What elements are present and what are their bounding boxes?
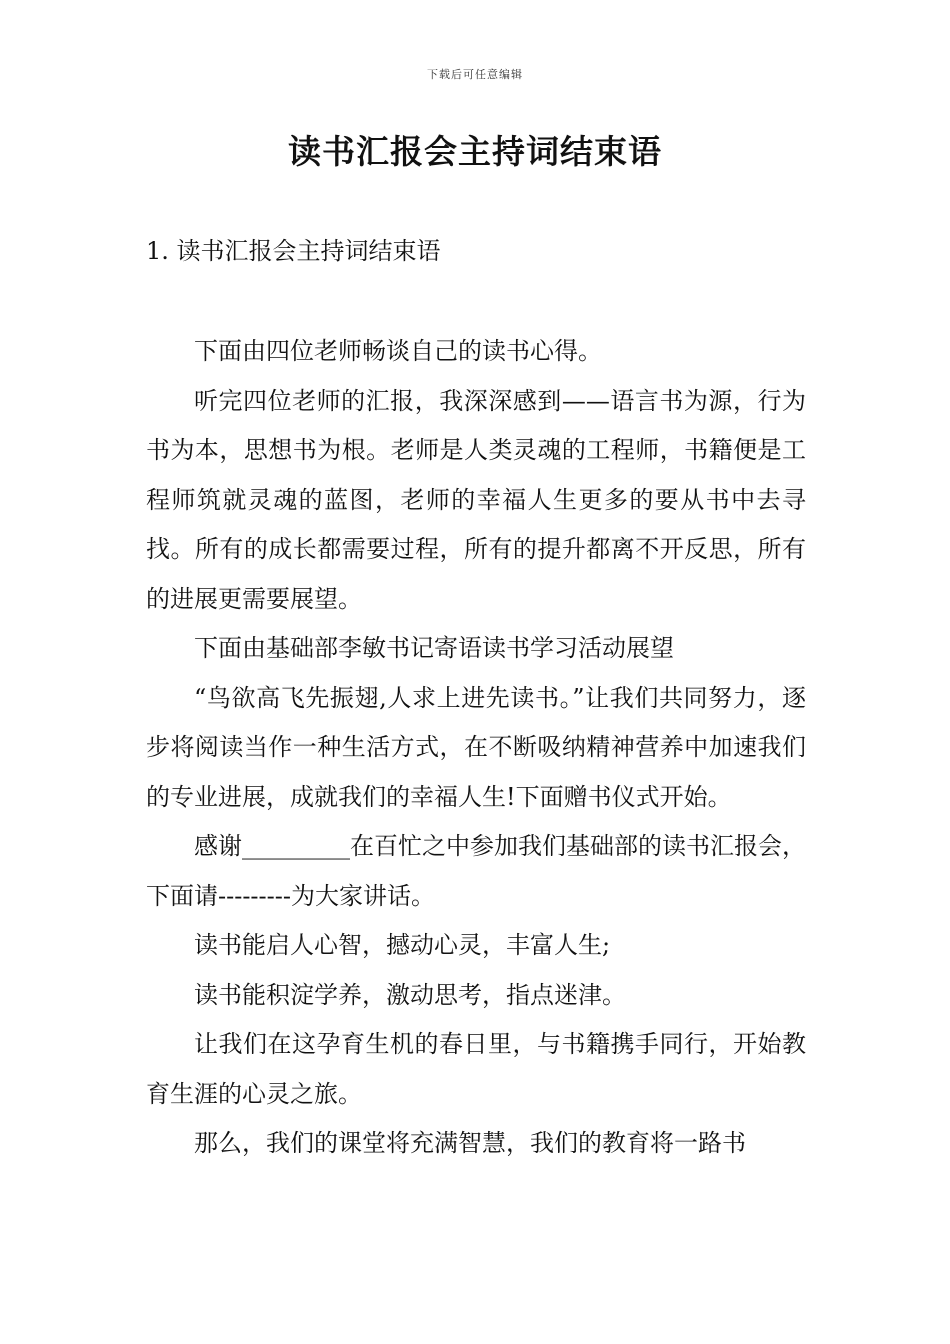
- document-title: 读书汇报会主持词结束语: [288, 132, 662, 171]
- paragraph: 读书能启人心智，撼动心灵，丰富人生;: [194, 931, 611, 959]
- paragraph: 读书能积淀学养，激动思考，指点迷津。: [194, 980, 626, 1009]
- header-note: 下载后可任意编辑: [427, 68, 523, 81]
- paragraph: 下面由基础部李敏书记寄语读书学习活动展望: [194, 634, 674, 662]
- paragraph: 让我们在这孕育生机的春日里，与书籍携手同行，开始教育生涯的心灵之旅。: [146, 1030, 806, 1108]
- section-heading: 1. 读书汇报会主持词结束语: [146, 237, 441, 265]
- paragraph: “鸟欲高飞先振翅,人求上进先读书。”让我们共同努力，逐步将阅读当作一种生活方式，在不断吸纳精神营养中加速我们的专业进展，成就我们的幸福人生!下面赠书仪式开始。: [146, 683, 806, 811]
- paragraph: 听完四位老师的汇报，我深深感到——语言书为源，行为书为本，思想书为根。老师是人类灵魂的工程师，书籍便是工程师筑就灵魂的蓝图，老师的幸福人生更多的要从书中去寻找。所有的成长都需要过程，所有的提升都离不开反思，所有的进展更需要展望。: [146, 386, 806, 613]
- paragraph: 那么，我们的课堂将充满智慧，我们的教育将一路书: [194, 1129, 746, 1157]
- body-text: [146, 327, 806, 1169]
- paragraph: 感谢_________在百忙之中参加我们基础部的读书汇报会，下面请---------为大家讲话。: [146, 832, 806, 910]
- paragraph: 下面由四位老师畅谈自己的读书心得。: [194, 337, 602, 365]
